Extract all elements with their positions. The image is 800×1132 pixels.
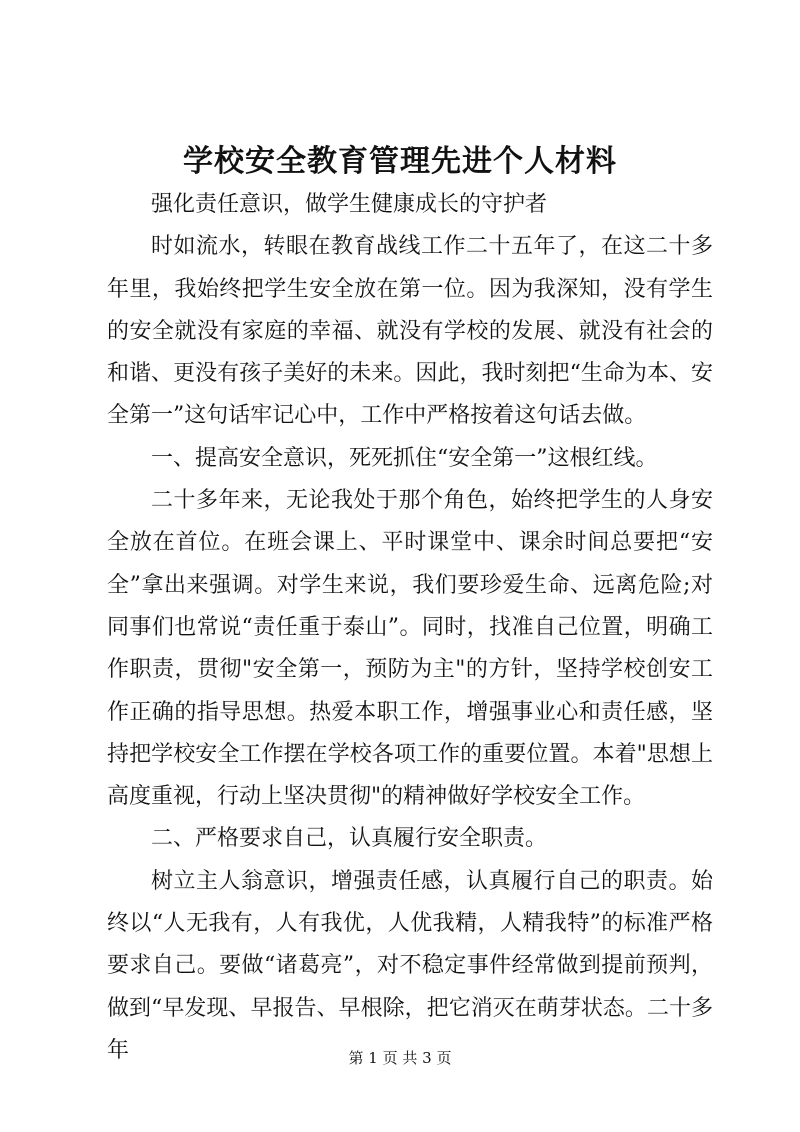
section-2-paragraph: 树立主人翁意识，增强责任感，认真履行自己的职责。始终以“人无我有，人有我优，人优我精，人精我特”的标准严格要求自己。要做“诸葛亮”，对不稳定事件经常做到提前预判，做到“早发现、早报告、早根除，把它消灭在萌芽状态。二十多年 (107, 868, 713, 1063)
section-1-paragraph: 二十多年来，无论我处于那个角色，始终把学生的人身安全放在首位。在班会课上、平时课堂中、课余时间总要把“安全”拿出来强调。对学生来说，我们要珍爱生命、远离危险;对同事们也常说“责任重于泰山”。同时，找准自己位置，明确工作职责，贯彻"安全第一，预防为主"的方针，坚持学校创安工作正确的指导思想。热爱本职工作，增强事业心和责任感，坚持把学校安全工作摆在学校各项工作的重要位置。本着"思想上高度重视，行动上坚决贯彻"的精神做好学校安全工作。 (107, 488, 713, 810)
document-title: 学校安全教育管理先进个人材料 (183, 144, 617, 179)
section-heading-1: 一、提高安全意识，死死抓住“安全第一”这根红线。 (151, 445, 658, 471)
page-number-footer: 第 1 页 共 3 页 (348, 1049, 452, 1067)
subtitle-paragraph: 强化责任意识，做学生健康成长的守护者 (151, 192, 548, 217)
intro-paragraph: 时如流水，转眼在教育战线工作二十五年了，在这二十多年里，我始终把学生安全放在第一位。因为我深知，没有学生的安全就没有家庭的幸福、就没有学校的发展、就没有社会的和谐、更没有孩子美好的未来。因此，我时刻把“生命为本、安全第一”这句话牢记心中，工作中严格按着这句话去做。 (107, 234, 713, 429)
section-heading-2: 二、严格要求自己，认真履行安全职责。 (151, 826, 548, 852)
document-body (107, 184, 713, 1072)
